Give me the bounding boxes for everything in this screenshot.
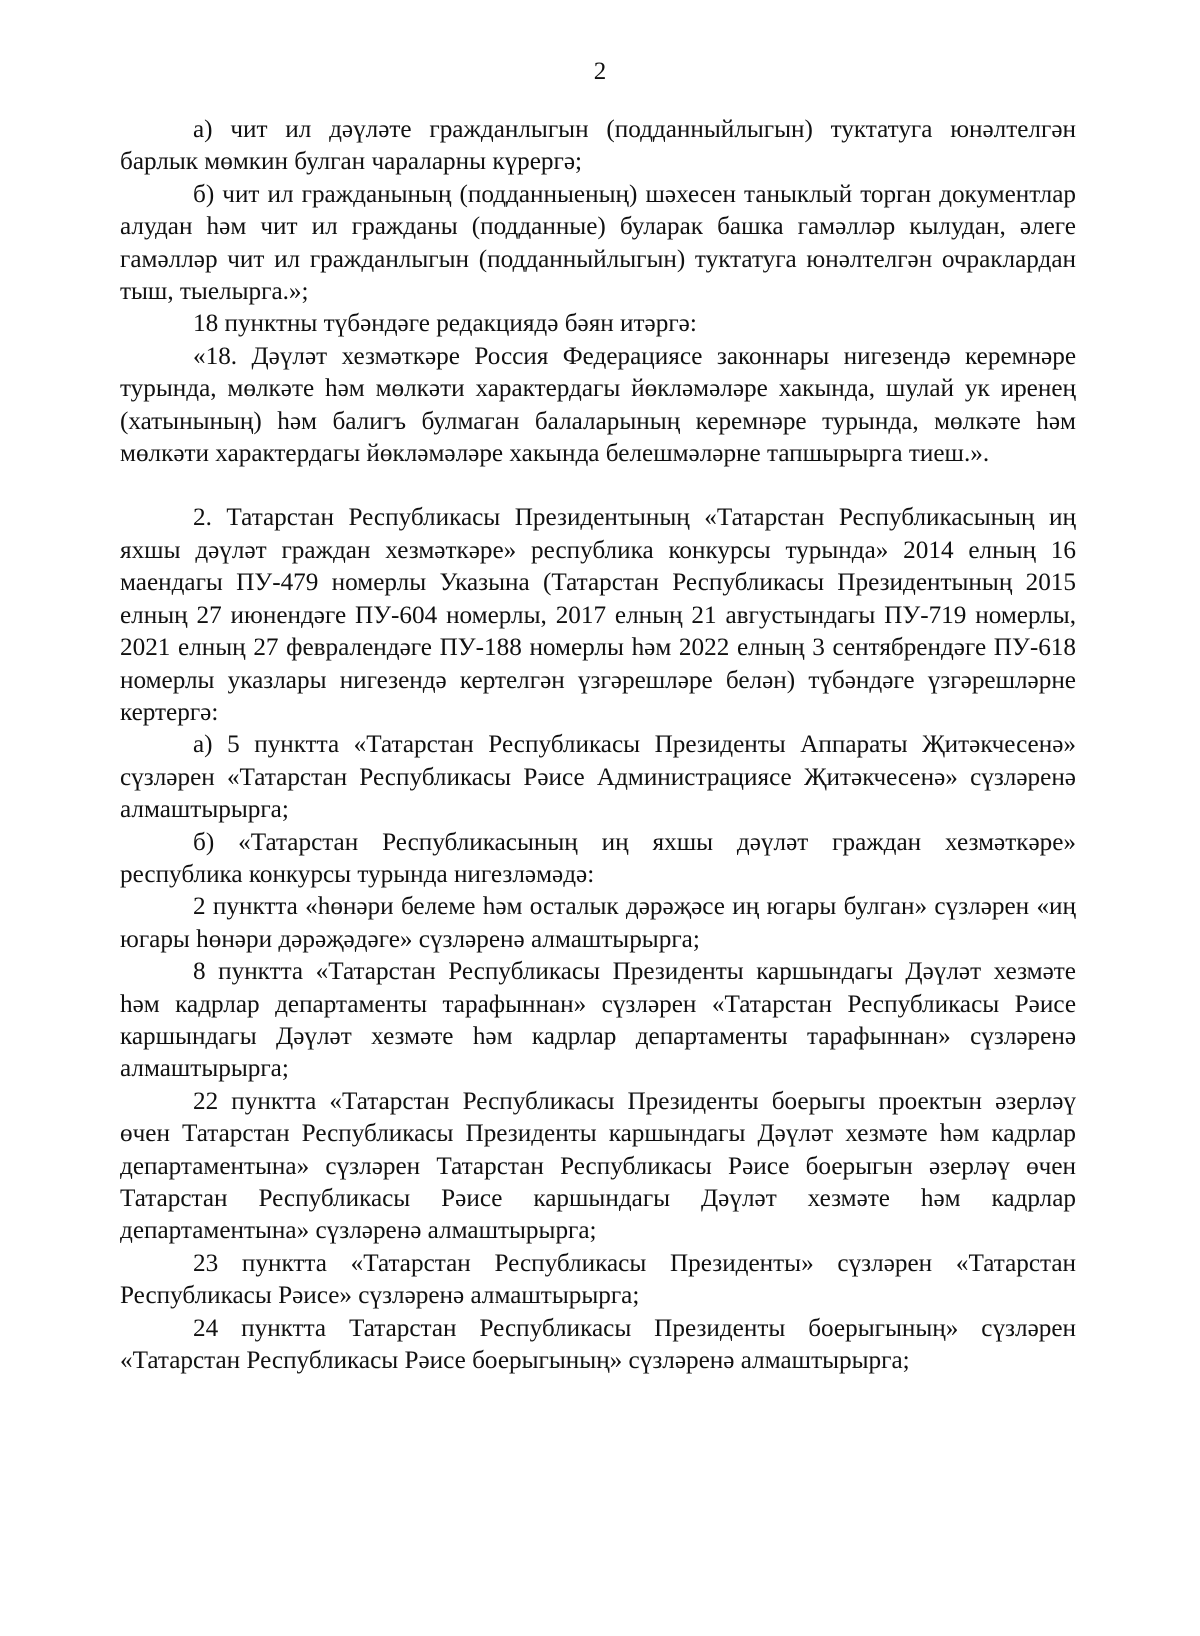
paragraph-section-2: 2. Татарстан Республикасы Президентының «Татарстан Республикасының иң яхшы дәүләт граждан хезмәткәре» республика конкурсы турында» 2014 елның 16 маендагы ПУ-479 номерлы Указына (Татарстан Республикасы Президентының 2015 елның 27 июнендәге ПУ-604 номерлы, 2017 елның 21 августындагы ПУ-719 номерлы, 2021 елның 27 февралендәге ПУ-188 номерлы һәм 2022 елның 3 сентябрендәге ПУ-618 номерлы указлары нигезендә кертелгән үзгәрешләре белән) түбәндәге үзгәрешләрне кертергә: [120, 504, 1076, 726]
paragraph-a-citizenship: а) чит ил дәүләте гражданлыгын (подданныйлыгын) туктатуга юнәлтелгән барлык мөмкин булган чараларны күрергә; [120, 116, 1076, 176]
paragraph-point-2: 2 пунктта «һөнәри белеме һәм осталык дәрәҗәсе иң югары булган» сүзләрен «иң югары һөнәри дәрәҗәдәге» сүзләренә алмаштырырга; [120, 893, 1076, 953]
document-body [120, 114, 1076, 1377]
paragraph-point-23: 23 пунктта «Татарстан Республикасы Президенты» сүзләрен «Татарстан Республикасы Рәисе» сүзләренә алмаштырырга; [120, 1249, 1076, 1310]
paragraph-point-8: 8 пунктта «Татарстан Республикасы Президенты каршындагы Дәүләт хезмәте һәм кадрлар департаменты тарафыннан» сүзләрен «Татарстан Республикасы Рәисе каршындагы Дәүләт хезмәте һәм кадрлар департаменты тарафыннан» сүзләренә алмаштырырга; [120, 958, 1076, 1083]
paragraph-point-18-text: «18. Дәүләт хезмәткәре Россия Федерациясе законнары нигезендә керемнәре турында, мөлкәте һәм мөлкәти характердагы йөкләмәләре хакында, шулай ук иренең (хатынының) һәм балигъ булмаган балаларының керемнәре турында, мөлкәте һәм мөлкәти характердагы йөкләмәләре хакында белешмәләрне тапшырырга тиеш.». [120, 342, 1076, 468]
paragraph-section-2-b: б) «Татарстан Республикасының иң яхшы дәүләт граждан хезмәткәре» республика конкурсы турында нигезләмәдә: [120, 828, 1076, 888]
paragraph-point-18-intro: 18 пунктны түбәндәге редакциядә бәян итәргә: [193, 310, 697, 338]
paragraph-section-2-a: а) 5 пунктта «Татарстан Республикасы Президенты Аппараты Җитәкчесенә» сүзләрен «Татарстан Республикасы Рәисе Администрациясе Җитәкчесенә» сүзләренә алмаштырырга; [120, 731, 1076, 824]
paragraph-point-22: 22 пунктта «Татарстан Республикасы Президенты боерыгы проектын әзерләү өчен Татарстан Республикасы Президенты каршындагы Дәүләт хезмәте һәм кадрлар департаментына» сүзләрен Татарстан Республикасы Рәисе боерыгын әзерләү өчен Татарстан Республикасы Рәисе каршындагы Дәүләт хезмәте һәм кадрлар департаментына» сүзләренә алмаштырырга; [120, 1087, 1076, 1245]
paragraph-point-24: 24 пунктта Татарстан Республикасы Президенты боерыгының» сүзләрен «Татарстан Республикасы Рәисе боерыгының» сүзләренә алмаштырырга; [120, 1314, 1076, 1375]
page-number: 2 [593, 58, 607, 85]
paragraph-b-documents: б) чит ил гражданының (подданныеның) шәхесен таныклый торган документлар алудан һәм чит ил гражданы (подданные) буларак башка гамәлләр кылудан, әлеге гамәлләр чит ил гражданлыгын (подданныйлыгын) туктатуга юнәлтелгән очраклардан тыш, тыелырга.»; [120, 180, 1076, 306]
